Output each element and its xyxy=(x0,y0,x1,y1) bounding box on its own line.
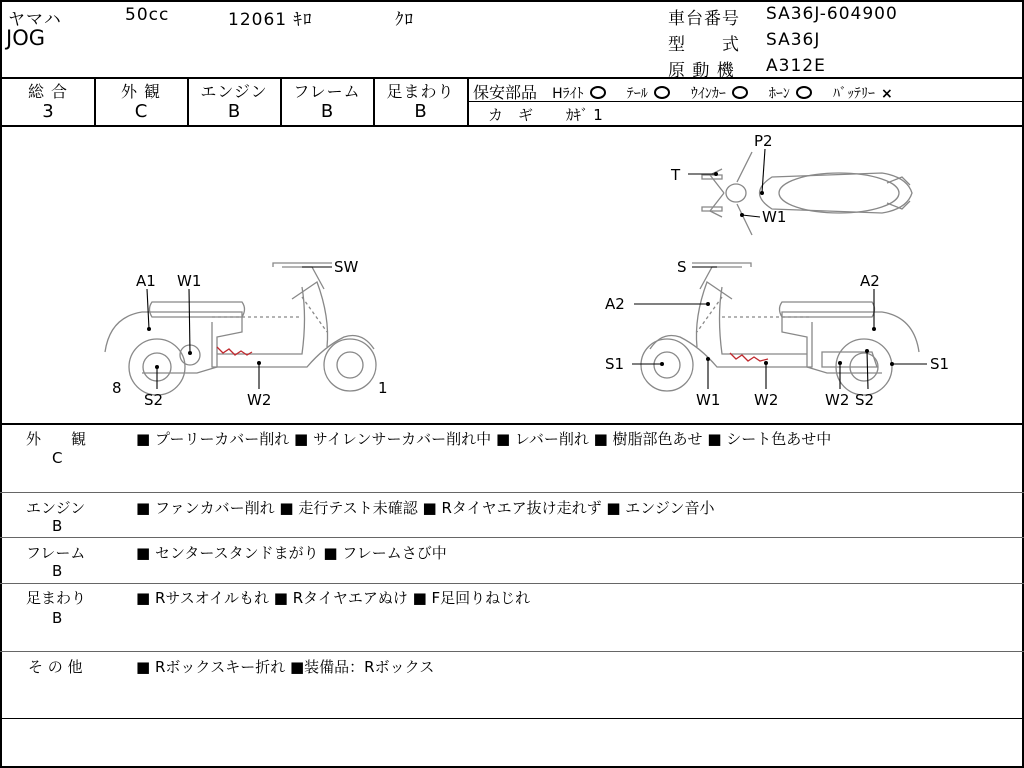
diagram-label: SW xyxy=(334,258,359,276)
section-engine-items: ■ ファンカバー削れ ■ 走行テスト未確認 ■ Rタイヤエア抜け走れず ■ エンジン音小 xyxy=(136,499,715,517)
section-other-items: ■ Rボックスキー折れ ■装備品：Rボックス xyxy=(136,658,435,676)
section-exterior-items: ■ プーリーカバー削れ ■ サイレンサーカバー削れ中 ■ レバー削れ ■ 樹脂部色あせ ■ シート色あせ中 xyxy=(136,430,832,448)
divider xyxy=(0,537,1024,538)
divider xyxy=(467,77,469,125)
scooter-top-view xyxy=(702,152,912,235)
safety-item: ﾎｰﾝ xyxy=(769,86,812,102)
diagram-label: W1 xyxy=(762,208,787,226)
diagram-label: S1 xyxy=(930,355,950,373)
grade-suspension-label: 足まわり xyxy=(386,82,455,101)
key-value: ｶｷﾞ 1 xyxy=(566,106,603,124)
diagram-label: W2 xyxy=(754,391,779,409)
section-frame-grade: B xyxy=(52,562,63,580)
grade-exterior-value: C xyxy=(134,101,148,122)
grade-total-label: 総 合 xyxy=(27,82,69,101)
diagram-label: W1 xyxy=(177,272,202,290)
diagram-label: S1 xyxy=(605,355,625,373)
diagram-label: 8 xyxy=(112,379,122,397)
diagram-label: A1 xyxy=(136,272,156,290)
safety-item: ﾃｰﾙ xyxy=(627,86,670,102)
grade-suspension-value: B xyxy=(414,101,427,122)
grade-engine-label: エンジン xyxy=(200,82,268,101)
section-engine-title: エンジン xyxy=(26,499,86,517)
diagram-label: A2 xyxy=(605,295,625,313)
safety-parts xyxy=(473,80,893,103)
engine-value: A312E xyxy=(766,56,826,76)
section-other-title: そ の 他 xyxy=(28,658,83,676)
scooter-diagram xyxy=(2,127,1022,423)
grade-engine-value: B xyxy=(227,101,241,122)
diagram-label: W2 xyxy=(825,391,850,409)
diagram-label: W2 xyxy=(247,391,272,409)
ok-circle-icon xyxy=(796,86,812,99)
divider xyxy=(0,423,1024,425)
diagram-label: T xyxy=(671,166,681,184)
key-label: カ ギ xyxy=(488,106,534,124)
divider xyxy=(0,583,1024,584)
section-suspension-items: ■ Rサスオイルもれ ■ Rタイヤエアぬけ ■ F足回りねじれ xyxy=(136,589,531,607)
diagram-label: 1 xyxy=(378,379,388,397)
type-label: 型 式 xyxy=(668,35,740,55)
safety-label: 保安部品 xyxy=(473,83,538,102)
mileage: 12061 ｷﾛ xyxy=(228,10,313,30)
section-suspension-grade: B xyxy=(52,609,63,627)
type-value: SA36J xyxy=(766,30,821,50)
grade-exterior-label: 外 観 xyxy=(120,82,162,101)
frame-no-label: 車台番号 xyxy=(668,9,740,29)
safety-item: ｳｲﾝｶｰ xyxy=(691,86,748,102)
grade-frame-value: B xyxy=(320,101,334,122)
engine-label: 原 動 機 xyxy=(668,61,735,81)
grade-total-value: 3 xyxy=(42,101,54,122)
divider xyxy=(0,718,1024,719)
damage-diagram xyxy=(2,127,1022,423)
diagram-label: S2 xyxy=(144,391,164,409)
diagram-label: P2 xyxy=(754,132,773,150)
cross-icon: × xyxy=(881,86,893,102)
section-engine-grade: B xyxy=(52,517,63,535)
section-exterior-grade: C xyxy=(52,449,63,467)
maker: ヤマハ xyxy=(8,10,62,30)
model-name: JOG xyxy=(6,26,45,50)
diagram-label: A2 xyxy=(860,272,880,290)
section-suspension-title: 足まわり xyxy=(26,589,87,607)
section-frame-items: ■ センタースタンドまがり ■ フレームさび中 xyxy=(136,544,447,562)
frame-no: SA36J-604900 xyxy=(766,4,898,24)
divider xyxy=(0,651,1024,652)
diagram-label: S xyxy=(677,258,687,276)
color: ｸﾛ xyxy=(395,10,414,30)
displacement: 50cc xyxy=(125,5,170,25)
divider xyxy=(0,492,1024,493)
section-exterior-title: 外 観 xyxy=(26,430,87,448)
diagram-label: S2 xyxy=(855,391,875,409)
ok-circle-icon xyxy=(732,86,748,99)
grade-frame-label: フレーム xyxy=(293,82,361,101)
safety-item: Hﾗｲﾄ xyxy=(552,86,606,102)
diagram-label: W1 xyxy=(696,391,721,409)
safety-item: ﾊﾞｯﾃﾘｰ × xyxy=(833,86,893,102)
section-frame-title: フレーム xyxy=(26,544,86,562)
ok-circle-icon xyxy=(654,86,670,99)
ok-circle-icon xyxy=(590,86,606,99)
